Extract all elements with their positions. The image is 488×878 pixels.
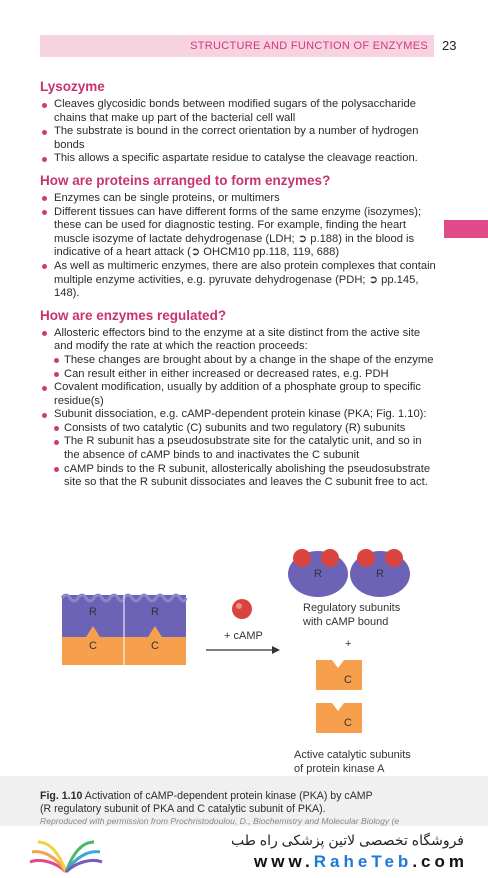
chapter-tab [444,220,488,238]
list-item: Different tissues can have different forms of the same enzyme (isozymes); these can be used for diagnostic testing. For example, finding the heart muscle isozyme of lactate dehydrogenase (LDH; ➲ p.188) in the blood is indicative of a heart attack (➲ OHCM10 pp.118, 119, 688) [40,206,438,260]
r-label: R [151,606,159,618]
caption-line-2: (R regulatory subunit of PKA and C catalytic subunit of PKA). [40,802,326,815]
catalytic-caption: of protein kinase A [294,763,385,775]
regulatory-dimer [288,549,410,597]
reproduction-note: Reproduced with permission from Prochristodoulou, D., Biochemistry and Molecular Biology (e [40,816,400,826]
list-item: Enzymes can be single proteins, or multimers [40,192,438,206]
r-label: R [89,606,97,618]
catalytic-caption: Active catalytic subunits [294,749,411,761]
list-item: Cleaves glycosidic bonds between modified sugars of the polysaccharide chains that make up part of the bacterial cell wall [40,98,438,125]
list-item: Subunit dissociation, e.g. cAMP-dependent protein kinase (PKA; Fig. 1.10): [40,408,438,422]
regulatory-caption: with cAMP bound [303,616,389,628]
heading-regulation: How are enzymes regulated? [40,307,227,323]
list-item: cAMP binds to the R subunit, allosterically abolishing the pseudosubstrate site so that the R subunit dissociates and leaves the C subunit free to act. [52,463,438,490]
page-number: 23 [442,38,457,53]
book-logo-icon [26,832,106,876]
store-url[interactable]: www.RaheTeb.com [254,852,468,871]
allosteric-sublist [52,354,438,381]
list-item: This allows a specific aspartate residue to catalyse the cleavage reaction. [40,152,438,166]
list-item: Allosteric effectors bind to the enzyme at a site distinct from the active site and modify the rate at which the reaction proceeds: [40,327,438,354]
list-item: Covalent modification, usually by addition of a phosphate group to specific residue(s) [40,381,438,408]
camp-arrow-label: + cAMP [224,630,263,642]
heading-protein-arrangement: How are proteins arranged to form enzymes? [40,172,331,188]
catalytic-subunit-2 [316,703,362,733]
list-item: Consists of two catalytic (C) subunits and two regulatory (R) subunits [52,422,438,436]
r-label: R [376,568,384,580]
plus-sign: + [345,638,352,650]
regulation-list [40,327,438,354]
pka-figure [0,540,488,780]
c-label: C [344,717,352,729]
c-label: C [344,674,352,686]
list-item: The substrate is bound in the correct orientation by a number of hydrogen bonds [40,125,438,152]
list-item: These changes are brought about by a change in the shape of the enzyme [52,354,438,368]
regulatory-caption: Regulatory subunits [303,602,401,614]
camp-molecule [232,599,252,619]
main-content [40,78,438,490]
arrangement-list [40,192,438,301]
lysozyme-list [40,98,438,166]
pka-diagram [0,540,488,780]
list-item: Can result either in either increased or decreased rates, e.g. PDH [52,368,438,382]
figure-caption [40,790,440,815]
running-header: STRUCTURE AND FUNCTION OF ENZYMES [190,40,428,52]
c-label: C [151,640,159,652]
catalytic-subunit-1 [316,660,362,690]
regulation-list-2 [40,381,438,422]
list-item: As well as multimeric enzymes, there are also protein complexes that contain multiple enzyme activities, e.g. pyruvate dehydrogenase (PDH; ➲ pp.145, 148). [40,260,438,301]
figure-number: Fig. 1.10 [40,790,83,802]
store-name: فروشگاه تخصصی لاتین پزشکی راه طب [231,832,464,848]
list-item: The R subunit has a pseudosubstrate site for the catalytic unit, and so in the absence of cAMP binds to and inactivates the C subunit [52,435,438,462]
r-label: R [314,568,322,580]
caption-line-1: Activation of cAMP-dependent protein kinase (PKA) by cAMP [82,790,373,802]
subunit-sublist [52,422,438,490]
c-label: C [89,640,97,652]
heading-lysozyme: Lysozyme [40,79,105,94]
